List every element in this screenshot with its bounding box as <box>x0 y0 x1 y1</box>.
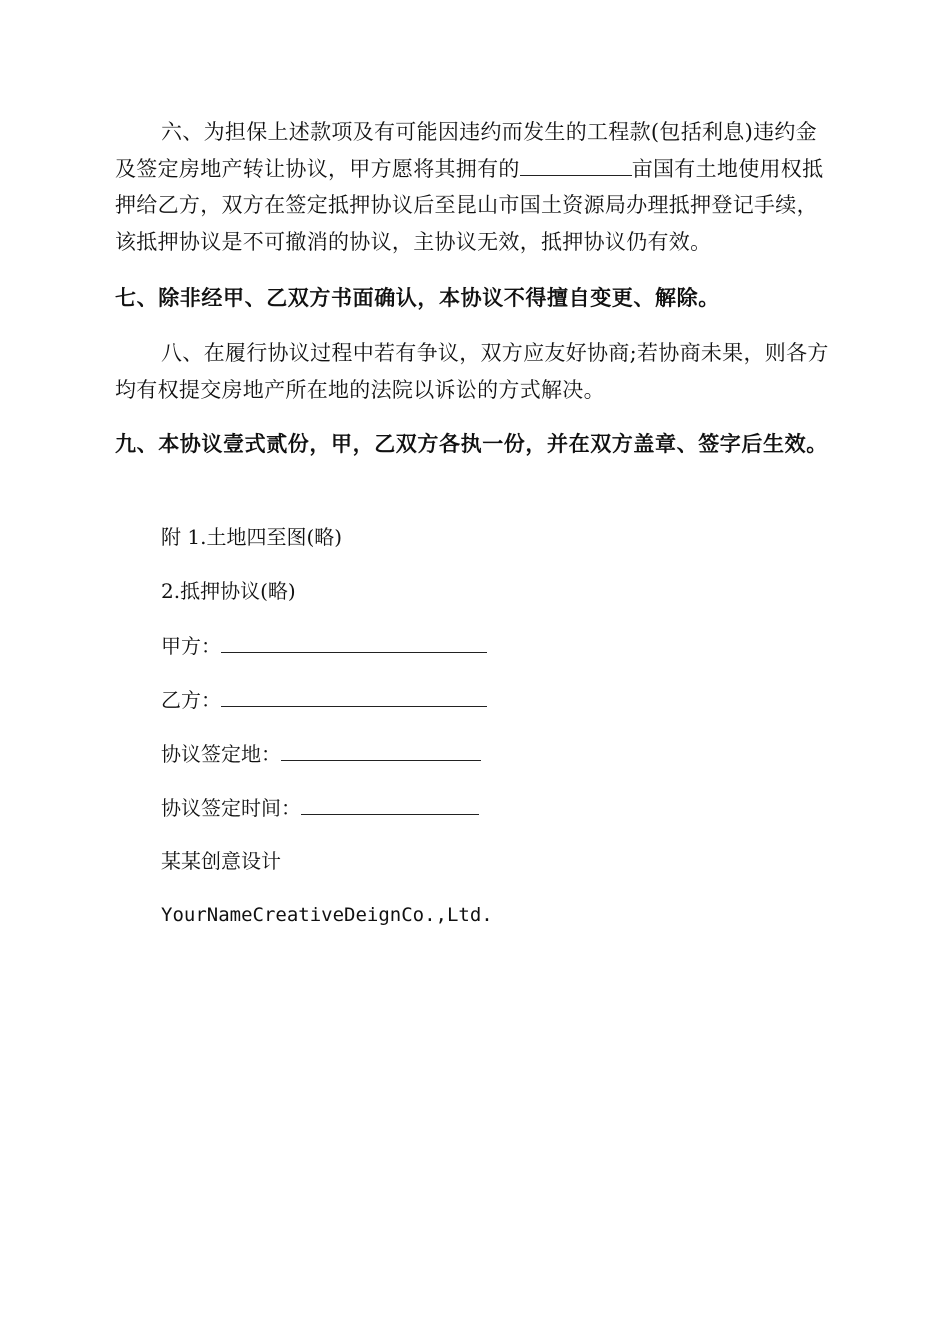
clause-seven: 七、除非经甲、乙双方书面确认，本协议不得擅自变更、解除。 <box>115 286 720 310</box>
attachment-item-1: 附 1.土地四至图(略) <box>161 525 343 549</box>
signing-time-blank <box>301 792 479 815</box>
signing-time-label: 协议签定时间： <box>161 796 301 820</box>
party-a-label: 甲方： <box>161 634 221 658</box>
clause-six <box>115 114 835 260</box>
party-b-signature-row <box>161 684 487 715</box>
clause-eight-text: 八、在履行协议过程中若有争议，双方应友好协商;若协商未果，则各方均有权提交房地产所在地的法院以诉讼的方式解决。 <box>115 341 829 402</box>
signing-time-row <box>161 792 479 823</box>
signing-place-label: 协议签定地： <box>161 742 281 766</box>
clause-eight <box>115 335 835 408</box>
signing-place-row <box>161 738 481 769</box>
clause-six-text-part2: 亩国有土地使用权抵押给乙方，双方在签定抵押协议后至昆山市国土资源局办理抵押登记手续，该抵押协议是不可撤消的协议，主协议无效，抵押协议仍有效。 <box>115 156 824 254</box>
party-b-label: 乙方： <box>161 688 221 712</box>
company-name-en: YourNameCreativeDeignCo.,Ltd. <box>161 904 493 926</box>
clause-six-text-part1: 六、为担保上述款项及有可能因违约而发生的工程款(包括利息)违约金及签定房地产转让协议，甲方愿将其拥有的 <box>115 120 817 181</box>
party-a-signature-row <box>161 630 487 661</box>
party-b-blank <box>221 684 487 707</box>
signing-place-blank <box>281 738 481 761</box>
clause-nine: 九、本协议壹式贰份，甲，乙双方各执一份，并在双方盖章、签字后生效。 <box>115 432 828 456</box>
attachment-item-2: 2.抵押协议(略) <box>161 579 296 603</box>
company-name-cn: 某某创意设计 <box>161 849 281 873</box>
land-area-blank <box>520 157 632 176</box>
party-a-blank <box>221 630 487 653</box>
